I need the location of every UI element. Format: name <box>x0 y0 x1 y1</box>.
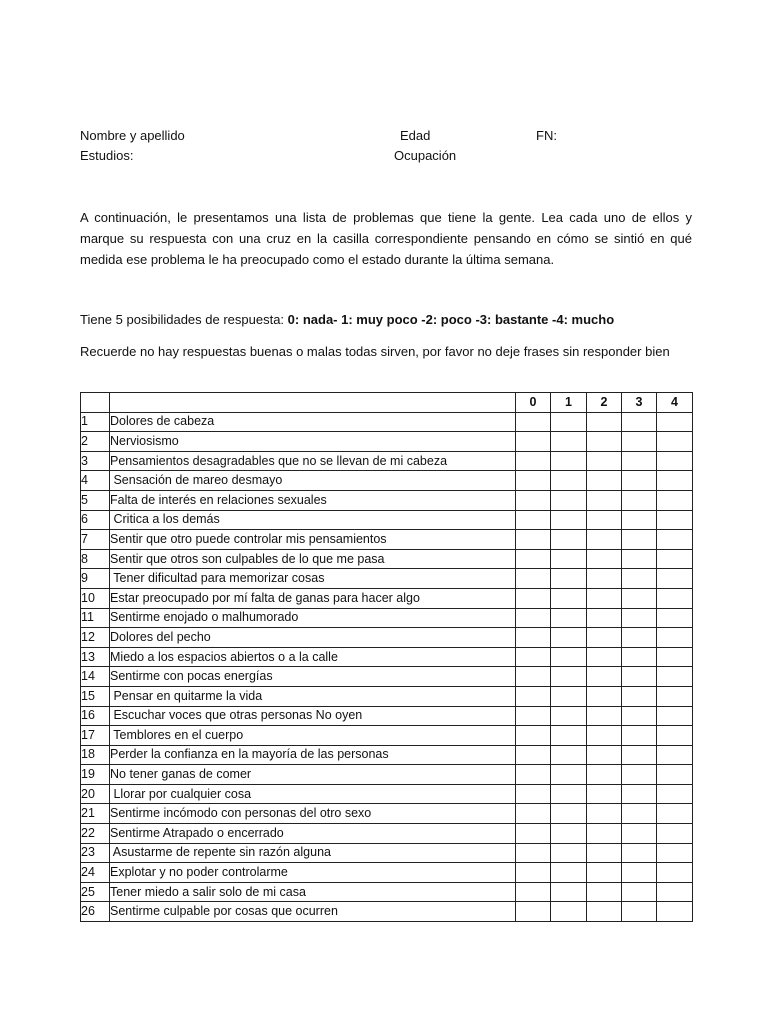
answer-cell-4[interactable] <box>657 765 693 785</box>
answer-cell-2[interactable] <box>587 530 622 550</box>
table-row <box>81 902 693 922</box>
answer-cell-0[interactable] <box>516 706 551 726</box>
item-number: 10 <box>81 588 110 608</box>
answer-cell-3[interactable] <box>622 549 657 569</box>
reminder-paragraph: Recuerde no hay respuestas buenas o malas todas sirven, por favor no deje frases sin responder bien <box>80 344 670 359</box>
item-number: 2 <box>81 432 110 452</box>
answer-cell-2[interactable] <box>587 726 622 746</box>
table-row <box>81 471 693 491</box>
answer-cell-1[interactable] <box>551 667 587 687</box>
answer-cell-0[interactable] <box>516 726 551 746</box>
answer-cell-1[interactable] <box>551 588 587 608</box>
name-label: Nombre y apellido <box>80 128 185 143</box>
answer-cell-4[interactable] <box>657 647 693 667</box>
answer-cell-0[interactable] <box>516 432 551 452</box>
answer-cell-4[interactable] <box>657 588 693 608</box>
answer-cell-0[interactable] <box>516 490 551 510</box>
answer-cell-3[interactable] <box>622 863 657 883</box>
answer-cell-3[interactable] <box>622 432 657 452</box>
options-prefix: Tiene 5 posibilidades de respuesta: <box>80 312 288 327</box>
table-row <box>81 765 693 785</box>
table-row <box>81 451 693 471</box>
options-scale: 0: nada- 1: muy poco -2: poco -3: bastante -4: mucho <box>287 312 615 327</box>
table-row <box>81 843 693 863</box>
item-text: Temblores en el cuerpo <box>110 726 516 746</box>
answer-cell-2[interactable] <box>587 863 622 883</box>
item-number: 19 <box>81 765 110 785</box>
answer-cell-0[interactable] <box>516 784 551 804</box>
answer-cell-4[interactable] <box>657 530 693 550</box>
answer-cell-2[interactable] <box>587 628 622 648</box>
answer-cell-0[interactable] <box>516 863 551 883</box>
birth-date-label: FN: <box>536 128 557 143</box>
answer-cell-4[interactable] <box>657 863 693 883</box>
answer-cell-1[interactable] <box>551 549 587 569</box>
item-text: No tener ganas de comer <box>110 765 516 785</box>
answer-cell-1[interactable] <box>551 686 587 706</box>
answer-cell-1[interactable] <box>551 451 587 471</box>
answer-cell-3[interactable] <box>622 745 657 765</box>
answer-cell-2[interactable] <box>587 432 622 452</box>
answer-cell-3[interactable] <box>622 490 657 510</box>
age-label: Edad <box>400 128 431 143</box>
item-number: 21 <box>81 804 110 824</box>
item-number: 24 <box>81 863 110 883</box>
answer-cell-1[interactable] <box>551 863 587 883</box>
item-text: Miedo a los espacios abiertos o a la calle <box>110 647 516 667</box>
answer-cell-0[interactable] <box>516 510 551 530</box>
answer-cell-2[interactable] <box>587 902 622 922</box>
item-text: Sentirme enojado o malhumorado <box>110 608 516 628</box>
answer-cell-3[interactable] <box>622 412 657 432</box>
item-text: Tener dificultad para memorizar cosas <box>110 569 516 589</box>
item-number: 5 <box>81 490 110 510</box>
column-header: 2 <box>587 393 622 413</box>
answer-cell-3[interactable] <box>622 824 657 844</box>
answer-cell-2[interactable] <box>587 608 622 628</box>
answer-cell-3[interactable] <box>622 706 657 726</box>
item-text: Sentir que otro puede controlar mis pensamientos <box>110 530 516 550</box>
answer-cell-4[interactable] <box>657 628 693 648</box>
table-row <box>81 432 693 452</box>
answer-cell-4[interactable] <box>657 824 693 844</box>
answer-cell-0[interactable] <box>516 745 551 765</box>
table-row <box>81 824 693 844</box>
item-number: 1 <box>81 412 110 432</box>
answer-cell-3[interactable] <box>622 784 657 804</box>
answer-cell-1[interactable] <box>551 726 587 746</box>
answer-cell-4[interactable] <box>657 804 693 824</box>
answer-cell-3[interactable] <box>622 686 657 706</box>
item-text: Critica a los demás <box>110 510 516 530</box>
answer-cell-0[interactable] <box>516 902 551 922</box>
answer-cell-1[interactable] <box>551 608 587 628</box>
answer-cell-2[interactable] <box>587 824 622 844</box>
answer-cell-0[interactable] <box>516 628 551 648</box>
table-row <box>81 784 693 804</box>
item-text: Pensamientos desagradables que no se llevan de mi cabeza <box>110 451 516 471</box>
answer-cell-3[interactable] <box>622 882 657 902</box>
item-text: Explotar y no poder controlarme <box>110 863 516 883</box>
answer-cell-0[interactable] <box>516 882 551 902</box>
answer-cell-1[interactable] <box>551 569 587 589</box>
answer-cell-2[interactable] <box>587 647 622 667</box>
table-body <box>81 412 693 921</box>
item-text: Sentirme incómodo con personas del otro sexo <box>110 804 516 824</box>
item-number: 16 <box>81 706 110 726</box>
answer-cell-4[interactable] <box>657 412 693 432</box>
item-text: Sentir que otros son culpables de lo que me pasa <box>110 549 516 569</box>
answer-cell-3[interactable] <box>622 667 657 687</box>
answer-cell-1[interactable] <box>551 784 587 804</box>
answer-cell-3[interactable] <box>622 471 657 491</box>
answer-cell-2[interactable] <box>587 686 622 706</box>
table-row <box>81 804 693 824</box>
answer-cell-0[interactable] <box>516 647 551 667</box>
item-number: 6 <box>81 510 110 530</box>
answer-cell-2[interactable] <box>587 588 622 608</box>
item-number: 14 <box>81 667 110 687</box>
answer-cell-4[interactable] <box>657 667 693 687</box>
occupation-label: Ocupación <box>394 148 457 163</box>
answer-cell-4[interactable] <box>657 706 693 726</box>
item-number: 26 <box>81 902 110 922</box>
answer-cell-3[interactable] <box>622 647 657 667</box>
answer-cell-1[interactable] <box>551 530 587 550</box>
table-row <box>81 863 693 883</box>
table-row <box>81 569 693 589</box>
answer-cell-0[interactable] <box>516 686 551 706</box>
answer-cell-3[interactable] <box>622 530 657 550</box>
table-row <box>81 686 693 706</box>
header-item-cell <box>110 393 516 413</box>
response-options-line <box>80 312 614 328</box>
table-row <box>81 530 693 550</box>
answer-cell-1[interactable] <box>551 902 587 922</box>
table-row <box>81 412 693 432</box>
answer-cell-1[interactable] <box>551 432 587 452</box>
item-number: 9 <box>81 569 110 589</box>
answer-cell-2[interactable] <box>587 804 622 824</box>
answer-cell-4[interactable] <box>657 745 693 765</box>
header-number-cell <box>81 393 110 413</box>
answer-cell-0[interactable] <box>516 412 551 432</box>
item-text: Tener miedo a salir solo de mi casa <box>110 882 516 902</box>
answer-cell-0[interactable] <box>516 667 551 687</box>
answer-cell-1[interactable] <box>551 882 587 902</box>
answer-cell-3[interactable] <box>622 726 657 746</box>
answer-cell-2[interactable] <box>587 784 622 804</box>
item-number: 12 <box>81 628 110 648</box>
answer-cell-3[interactable] <box>622 569 657 589</box>
answer-cell-0[interactable] <box>516 588 551 608</box>
item-text: Nerviosismo <box>110 432 516 452</box>
studies-label: Estudios: <box>80 148 134 163</box>
answer-cell-4[interactable] <box>657 726 693 746</box>
item-number: 13 <box>81 647 110 667</box>
table-row <box>81 745 693 765</box>
table-row <box>81 510 693 530</box>
answer-cell-2[interactable] <box>587 451 622 471</box>
item-number: 23 <box>81 843 110 863</box>
answer-cell-1[interactable] <box>551 490 587 510</box>
answer-cell-2[interactable] <box>587 882 622 902</box>
item-text: Dolores del pecho <box>110 628 516 648</box>
item-text: Pensar en quitarme la vida <box>110 686 516 706</box>
answer-cell-0[interactable] <box>516 549 551 569</box>
answer-cell-2[interactable] <box>587 490 622 510</box>
item-number: 7 <box>81 530 110 550</box>
table-row <box>81 647 693 667</box>
item-text: Sentirme con pocas energías <box>110 667 516 687</box>
answer-cell-3[interactable] <box>622 902 657 922</box>
column-header: 4 <box>657 393 693 413</box>
table-row <box>81 726 693 746</box>
item-text: Llorar por cualquier cosa <box>110 784 516 804</box>
item-text: Escuchar voces que otras personas No oyen <box>110 706 516 726</box>
answer-cell-4[interactable] <box>657 902 693 922</box>
answer-cell-1[interactable] <box>551 706 587 726</box>
answer-cell-1[interactable] <box>551 412 587 432</box>
answer-cell-3[interactable] <box>622 608 657 628</box>
table-header-row <box>81 393 693 413</box>
table-row <box>81 706 693 726</box>
item-number: 17 <box>81 726 110 746</box>
answer-cell-4[interactable] <box>657 549 693 569</box>
answer-cell-0[interactable] <box>516 843 551 863</box>
answer-cell-3[interactable] <box>622 843 657 863</box>
symptom-table <box>80 392 693 922</box>
item-text: Perder la confianza en la mayoría de las personas <box>110 745 516 765</box>
answer-cell-2[interactable] <box>587 412 622 432</box>
answer-cell-0[interactable] <box>516 765 551 785</box>
answer-cell-0[interactable] <box>516 824 551 844</box>
item-text: Asustarme de repente sin razón alguna <box>110 843 516 863</box>
answer-cell-4[interactable] <box>657 686 693 706</box>
answer-cell-2[interactable] <box>587 706 622 726</box>
answer-cell-4[interactable] <box>657 510 693 530</box>
table-row <box>81 882 693 902</box>
item-text: Sensación de mareo desmayo <box>110 471 516 491</box>
item-number: 4 <box>81 471 110 491</box>
column-header: 3 <box>622 393 657 413</box>
answer-cell-0[interactable] <box>516 608 551 628</box>
answer-cell-1[interactable] <box>551 804 587 824</box>
item-number: 15 <box>81 686 110 706</box>
answer-cell-4[interactable] <box>657 784 693 804</box>
answer-cell-4[interactable] <box>657 451 693 471</box>
table-row <box>81 628 693 648</box>
answer-cell-2[interactable] <box>587 745 622 765</box>
answer-cell-2[interactable] <box>587 510 622 530</box>
item-number: 11 <box>81 608 110 628</box>
answer-cell-0[interactable] <box>516 569 551 589</box>
answer-cell-4[interactable] <box>657 608 693 628</box>
answer-cell-2[interactable] <box>587 471 622 491</box>
column-header: 0 <box>516 393 551 413</box>
answer-cell-1[interactable] <box>551 510 587 530</box>
answer-cell-2[interactable] <box>587 667 622 687</box>
table-row <box>81 490 693 510</box>
answer-cell-1[interactable] <box>551 471 587 491</box>
answer-cell-1[interactable] <box>551 628 587 648</box>
answer-cell-0[interactable] <box>516 530 551 550</box>
item-number: 25 <box>81 882 110 902</box>
answer-cell-1[interactable] <box>551 647 587 667</box>
item-text: Falta de interés en relaciones sexuales <box>110 490 516 510</box>
answer-cell-3[interactable] <box>622 510 657 530</box>
column-header: 1 <box>551 393 587 413</box>
item-number: 3 <box>81 451 110 471</box>
answer-cell-4[interactable] <box>657 569 693 589</box>
answer-cell-4[interactable] <box>657 432 693 452</box>
answer-cell-1[interactable] <box>551 843 587 863</box>
answer-cell-1[interactable] <box>551 745 587 765</box>
answer-cell-3[interactable] <box>622 628 657 648</box>
answer-cell-1[interactable] <box>551 824 587 844</box>
answer-cell-4[interactable] <box>657 882 693 902</box>
answer-cell-3[interactable] <box>622 765 657 785</box>
answer-cell-0[interactable] <box>516 471 551 491</box>
answer-cell-0[interactable] <box>516 804 551 824</box>
answer-cell-0[interactable] <box>516 451 551 471</box>
answer-cell-4[interactable] <box>657 490 693 510</box>
item-number: 22 <box>81 824 110 844</box>
answer-cell-2[interactable] <box>587 843 622 863</box>
table-row <box>81 588 693 608</box>
answer-cell-3[interactable] <box>622 588 657 608</box>
intro-paragraph: A continuación, le presentamos una lista de problemas que tiene la gente. Lea cada uno de ellos y marque su respuesta con una cruz en la casilla correspondiente pensando en cómo se sintió en qué medida ese problema le ha preocupado como el estado durante la última semana. <box>80 210 692 267</box>
table-row <box>81 667 693 687</box>
answer-cell-4[interactable] <box>657 843 693 863</box>
answer-cell-1[interactable] <box>551 765 587 785</box>
table-row <box>81 608 693 628</box>
item-number: 18 <box>81 745 110 765</box>
item-text: Sentirme Atrapado o encerrado <box>110 824 516 844</box>
answer-cell-3[interactable] <box>622 804 657 824</box>
answer-cell-2[interactable] <box>587 569 622 589</box>
item-number: 20 <box>81 784 110 804</box>
answer-cell-3[interactable] <box>622 451 657 471</box>
table-row <box>81 549 693 569</box>
item-text: Dolores de cabeza <box>110 412 516 432</box>
answer-cell-2[interactable] <box>587 765 622 785</box>
answer-cell-2[interactable] <box>587 549 622 569</box>
item-text: Sentirme culpable por cosas que ocurren <box>110 902 516 922</box>
answer-cell-4[interactable] <box>657 471 693 491</box>
item-text: Estar preocupado por mí falta de ganas para hacer algo <box>110 588 516 608</box>
item-number: 8 <box>81 549 110 569</box>
